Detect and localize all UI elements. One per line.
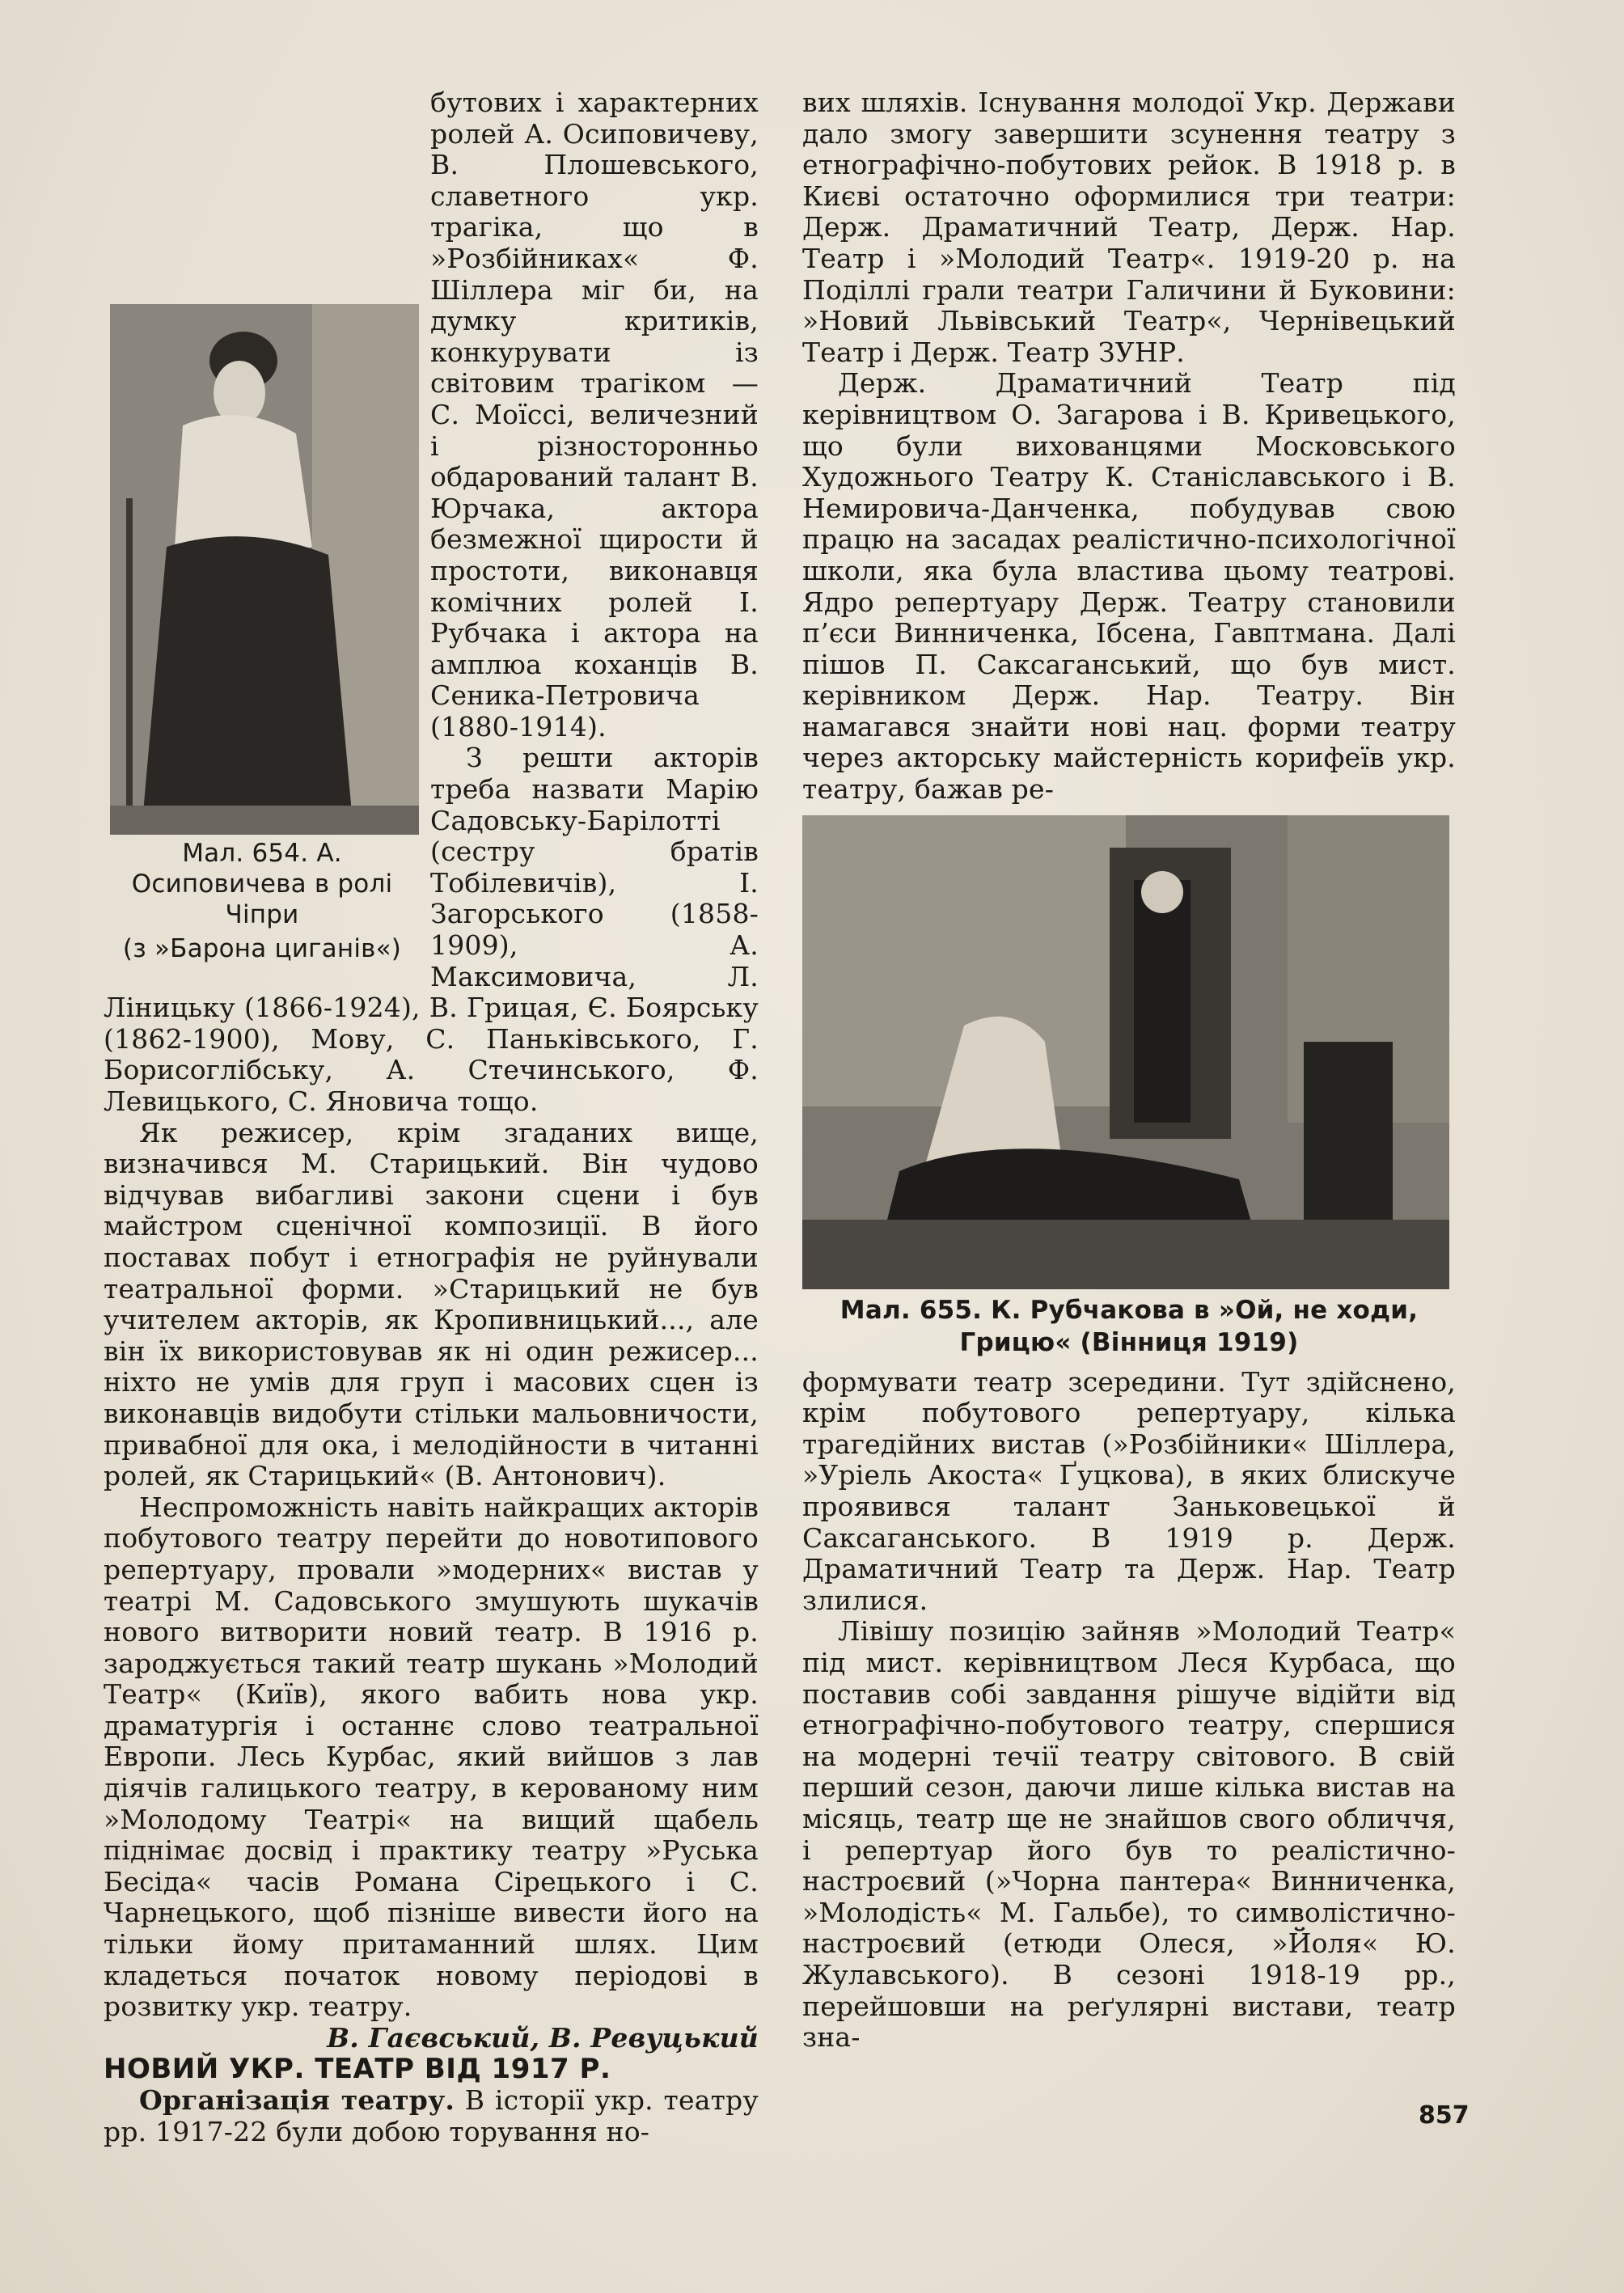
- paragraph: вих шляхів. Існування молодої Укр. Держави дало змогу завершити зсунення театру з етнографічно-побутових рейок. В 1918 р. в Києві остаточно оформилися три театри: Держ. Драматичний Театр, Держ. Нар. Театр і »Молодий Театр«. 1919-20 р. на Поділлі грали театри Галичини й Буковини: »Новий Львівський Театр«, Чернівецький Театр і Держ. Театр ЗУНР.: [802, 87, 1456, 368]
- figure-654-subcaption: (з »Барона циганів«): [122, 934, 402, 963]
- page-number: 857: [1419, 2101, 1470, 2130]
- paragraph: Лівішу позицію зайняв »Молодий Театр« під мист. керівництвом Леся Курбаса, що поставив собі завдання рішуче відійти від етнографічно-побутового театру, спершися на модерні течії театру світового. В свій перший сезон, даючи лише кілька вистав на місяць, театр ще не знайшов свого обличчя, і репертуар його був то реалістично-настроєвий (»Чорна пантера« Винниченка, »Молодість« М. Гальбе), то символістично-настроєвий (етюди Олеся, »Йоля« Ю. Жулавського). В сезоні 1918-19 рр., перейшовши на реґулярні вистави, театр зна-: [802, 1615, 1456, 2054]
- right-column: [802, 87, 1456, 2054]
- photo-rubchakova: [802, 815, 1449, 1289]
- paragraph: Неспроможність навіть найкращих акторів побутового театру перейти до новотипового репертуару, провали »модерних« вистав у театрі М. Садовського змушують шукачів нового витворити новий театр. В 1916 р. зароджується такий театр шукань »Молодий Театр« (Київ), якого вабить нова укр. драматургія і останнє слово театральної Европи. Лесь Курбас, який вийшов з лав діячів галицького театру, в керованому ним »Молодому Театрі« на вищий щабель піднімає досвід і практику театру »Руська Бесіда« часів Романа Сірецького і С. Чарнецького, щоб пізніше вивести його на тільки йому притаманний шлях. Цим кладеться початок новому періодові в розвитку укр. театру.: [104, 1491, 759, 2023]
- photo-rubchakova-image: [802, 815, 1449, 1289]
- figure-654: [104, 304, 421, 964]
- figure-655: [802, 815, 1456, 1359]
- paragraph: [104, 2085, 759, 2147]
- paragraph: бутових і характерних ролей А. Осиповичеву, В. Плошевського, славетного укр. трагіка, що в »Розбійниках« Ф. Шіллера міг би, на думку критиків, конкурувати із світовим трагіком — С. Моїссі, величезний і різносторонньо обдарований талант В. Юрчака, актора безмежної щирости й простоти, виконавця комічних ролей І. Рубчака і актора на амплюа коханців В. Сеника-Петровича (1880-1914).: [430, 87, 759, 742]
- paragraph: З решти акторів треба назвати Марію Садовську-Барілотті (сестру братів Тобілевичів), І. Загорського (1858-1909), А. Максимовича, Л. Ліницьку (1866-1924), В. Грицая, Є. Боярську (1862-1900), Мову, С. Паньківського, Г. Борисоглібську, А. Стечинського, Ф. Левицького, С. Яновича тощо.: [104, 742, 759, 1117]
- photo-osypovycheva-image: [110, 304, 419, 835]
- figure-654-caption: Мал. 654. А. Осиповичева в ролі Чіпри: [131, 839, 393, 929]
- run-in-heading: Організація театру.: [139, 2084, 455, 2116]
- section-heading: НОВИЙ УКР. ТЕАТР ВІД 1917 Р.: [104, 2053, 611, 2086]
- paragraph: формувати театр зсередини. Тут здійснено, крім побутового репертуару, кілька трагедійних вистав (»Розбійники« Шіллера, »Уріель Акоста« Ґуцкова), в яких блискуче проявився талант Заньковецької й Саксаганського. В 1919 р. Держ. Драматичний Театр та Держ. Нар. Театр злилися.: [802, 1365, 1456, 1616]
- photo-osypovycheva: [110, 304, 419, 835]
- paragraph: Держ. Драматичний Театр під керівництвом О. Загарова і В. Кривецького, що були вихованцями Московського Художнього Театру К. Станіславського і В. Немировича-Данченка, побудував свою працю на засадах реалістично-психологічної школи, яка була властива цьому театрові. Ядро репертуару Держ. Театру становили п’єси Винниченка, Ібсена, Гавптмана. Далі пішов П. Саксаганський, що був мист. керівником Держ. Нар. Театру. Він намагався знайти нові нац. форми театру через акторську майстерність корифеїв укр. театру, бажав ре-: [802, 367, 1456, 806]
- left-column: [104, 87, 759, 2147]
- paragraph: Як режисер, крім згаданих вище, визначився М. Старицький. Він чудово відчував вибагливі закони сцени і був майстром сценічної композиції. В його поставах побут і етнографія не руйнували театральної форми. »Старицький не був учителем акторів, як Кропивницький..., але він їх використовував як ні один режисер... ніхто не умів для груп і масових сцен із виконавців видобути стільки мальовничости, привабної для ока, і мелодійности в читанні ролей, як Старицький« (В. Антонович).: [104, 1116, 759, 1492]
- article-authors: В. Гаєвський, В. Ревуцький: [327, 2021, 759, 2054]
- figure-655-caption: Мал. 655. К. Рубчакова в »Ой, не ходи, Грицю« (Вінниця 1919): [839, 1295, 1419, 1357]
- paragraph-text: В історії укр. театру рр. 1917-22 були добою торування но-: [104, 2084, 759, 2147]
